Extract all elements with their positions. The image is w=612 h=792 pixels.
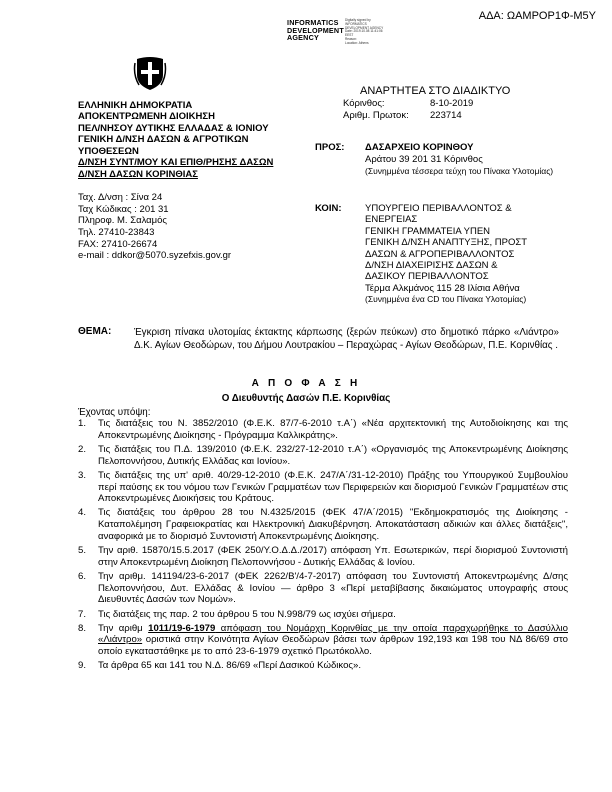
copies-line: ΔΑΣΩΝ & ΑΓΡΟΠΕΡΙΒΑΛΛΟΝΤΟΣ xyxy=(365,248,515,260)
item-number: 4. xyxy=(78,507,87,519)
item-text: Τις διατάξεις του Ν. 3852/2010 (Φ.Ε.Κ. 87/7-6-2010 τ.Α΄) «Νέα αρχιτεκτονική της Αυτοδιοίκησης και της Αποκεντρωμένης Διοίκησης - Πρόγραμμα Καλλικράτης». xyxy=(98,418,568,441)
item-text: Τις διατάξεις της υπ' αριθ. 40/29-12-2010 (Φ.Ε.Κ. 247/Α΄/31-12-2010) Πράξης του Υπουργικού Συμβουλίου περί παύσης εκ του νόμου των Γενικών Γραμματέων των Περιφερειών και διορισμού Γενικών Γραμματέων στις Αποκεντρωμένες Διοικήσεις του Κράτους. xyxy=(98,469,568,505)
item-text: Τις διατάξεις του άρθρου 28 του Ν.4325/2015 (ΦΕΚ 47/Α΄/2015) "Εκδημοκρατισμός της Διοίκησης - Καταπολέμηση Γραφειοκρατίας και Ηλεκτρονική Διακυβέρνηση. Αποκατάσταση αδικιών και άλλες διατάξεις", αναφορικά με το διορισμό Συντονιστή Αποκεντρωμένης Διοίκησης. xyxy=(98,507,568,542)
recipient-label: ΠΡΟΣ: xyxy=(315,142,345,153)
copies-line: ΓΕΝΙΚΗ Δ/ΝΣΗ ΑΝΑΠΤΥΞΗΣ, ΠΡΟΣΤ xyxy=(365,237,528,249)
sender-line-underlined: Δ/ΝΣΗ ΣΥΝΤ/ΜΟΥ ΚΑΙ ΕΠΙΘ/ΡΗΣΗΣ ΔΑΣΩΝ xyxy=(78,157,274,169)
contact-line: Πληροφ. Μ. Σαλαμός xyxy=(78,215,168,227)
subject-text: Έγκριση πίνακα υλοτομίας έκτακτης κάρπωσης (ξερών πεύκων) στο δημοτικό πάρκο «Λιάντρο» Δ.Κ. Αγίων Θεοδώρων, του Δήμου Λουτρακίου – Περαχώρας - Αγίων Θεοδώρων, Π.Ε. Κορινθίας . xyxy=(134,327,559,352)
signature-detail-line: INFORMATICS xyxy=(345,21,367,26)
contact-line: Τηλ. 27410-23843 xyxy=(78,227,155,239)
copies-line: ΓΕΝΙΚΗ ΓΡΑΜΜΑΤΕΙΑ ΥΠΕΝ xyxy=(365,225,491,237)
digital-signature-details xyxy=(345,19,383,45)
greek-coat-of-arms-icon xyxy=(133,55,167,91)
item-number: 7. xyxy=(78,608,87,620)
agency-line: INFORMATICS xyxy=(287,18,339,27)
document-meta xyxy=(343,98,473,122)
contact-email: e-mail : ddkor@5070.syzefxis.gov.gr xyxy=(78,250,232,262)
item-text: Τις διατάξεις της παρ. 2 του άρθρου 5 του Ν.998/79 ως ισχύει σήμερα. xyxy=(98,608,396,620)
considerations-list xyxy=(78,418,568,675)
list-item xyxy=(78,571,568,606)
decision-title: Α Π Ο Φ Α Σ Η xyxy=(251,378,361,389)
sender-line: ΑΠΟΚΕΝΤΡΩΜΕΝΗ ΔΙΟΙΚΗΣΗ xyxy=(78,111,215,123)
sender-line: ΓΕΝΙΚΗ Δ/ΝΣΗ ΔΑΣΩΝ & ΑΓΡΟΤΙΚΩΝ xyxy=(78,134,249,146)
posting-note: ΑΝΑΡΤΗΤΕΑ ΣΤΟ ΔΙΑΔΙΚΤΥΟ xyxy=(360,85,511,97)
agency-line: DEVELOPMENT xyxy=(287,25,344,35)
list-item xyxy=(78,623,568,658)
copies-note: (Συνημμένα ένα CD του Πίνακα Υλοτομίας) xyxy=(365,294,527,305)
item-number: 6. xyxy=(78,570,87,582)
sender-line: ΕΛΛΗΝΙΚΗ ΔΗΜΟΚΡΑΤΙΑ xyxy=(78,100,193,111)
sender-line-underlined: Δ/ΝΣΗ ΔΑΣΩΝ ΚΟΡΙΝΘΙΑΣ xyxy=(78,168,198,180)
copies-line: Τέρμα Αλκμάνος 115 28 Ιλίσια Αθήνα xyxy=(365,282,520,294)
copies-label: ΚΟΙΝ: xyxy=(315,203,342,214)
sender-line: ΠΕΛ/ΝΗΣΟΥ ΔΥΤΙΚΗΣ ΕΛΛΑΔΑΣ & ΙΟΝΙΟΥ xyxy=(78,122,269,134)
list-item xyxy=(78,444,568,467)
item-text-post: οριστικά στην Κοινότητα Αγίων Θεοδώρων βάσει των άρθρων 192,193 και 198 του ΝΔ 86/69 στο οποίο εγκαταστάθηκε με το από 23-6-1979 σχετικό Πρωτόκολλο. xyxy=(98,634,568,658)
recipient-note: (Συνημμένα τέσσερα τεύχη του Πίνακα Υλοτομίας) xyxy=(365,165,554,176)
signature-agency-name xyxy=(287,19,344,42)
copies-line: Δ/ΝΣΗ ΔΙΑΧΕΙΡΙΣΗΣ ΔΑΣΩΝ & xyxy=(365,259,498,271)
recipient-name: ΔΑΣΑΡΧΕΙΟ ΚΟΡΙΝΘΟΥ xyxy=(365,142,474,153)
item-text-pre: Την αριθμ xyxy=(98,622,149,634)
contact-line: Ταχ Κώδικας : 201 31 xyxy=(78,203,169,215)
list-item xyxy=(78,507,568,542)
ada-code: ΑΔΑ: ΩΑΜΡΟΡ1Φ-Μ5Υ xyxy=(478,10,596,22)
sender-line: ΥΠΟΘΕΣΕΩΝ xyxy=(78,145,139,157)
item-number: 9. xyxy=(78,660,87,672)
list-item xyxy=(78,470,568,505)
list-item xyxy=(78,660,568,672)
decision-number: 1011/19-6-1979 xyxy=(148,622,216,634)
item-number: 2. xyxy=(78,443,87,455)
signature-detail-line: Digitally signed by xyxy=(345,18,371,22)
copies-line: ΔΑΣΙΚΟΥ ΠΕΡΙΒΑΛΛΟΝΤΟΣ xyxy=(365,271,489,283)
contact-line: Ταχ. Δ/νση : Σίνα 24 xyxy=(78,192,163,203)
signature-detail-line: Date: 2019.10.08 11:41:06 xyxy=(345,29,383,34)
copies-line: ΥΠΟΥΡΓΕΙΟ ΠΕΡΙΒΑΛΛΟΝΤΟΣ & xyxy=(365,203,512,214)
signature-detail-line: EEST xyxy=(345,33,354,38)
item-text: Τα άρθρα 65 και 141 του Ν.Δ. 86/69 «Περί Δασικού Κώδικος». xyxy=(98,660,362,672)
item-text-underlined: απόφαση του Νομάρχη Κορινθίας με την οποία παραχωρήθηκε το Δασύλλιο «Λιάντρο» xyxy=(98,622,568,646)
considering-heading: Έχοντας υπόψη: xyxy=(78,407,151,418)
item-number: 5. xyxy=(78,545,87,557)
place-label: Κόρινθος: xyxy=(343,98,385,109)
list-item xyxy=(78,545,568,568)
sender-header xyxy=(78,100,323,180)
copies-line: ΕΝΕΡΓΕΙΑΣ xyxy=(365,214,418,226)
item-number: 3. xyxy=(78,469,87,481)
sender-contact xyxy=(78,192,231,262)
recipient-block xyxy=(365,142,565,176)
item-text: Τις διατάξεις του Π.Δ. 139/2010 (Φ.Ε.Κ. 232/27-12-2010 τ.Α΄) «Οργανισμός της Αποκεντρωμένης Διοίκησης Πελοποννήσου, Δυτικής Ελλάδας και Ιονίου». xyxy=(98,443,568,467)
protocol-value: 223714 xyxy=(430,109,462,121)
item-number: 8. xyxy=(78,622,87,634)
date-value: 8-10-2019 xyxy=(430,98,474,109)
protocol-label: Αριθμ. Πρωτοκ: xyxy=(343,109,409,121)
list-item xyxy=(78,609,568,621)
item-text: Την αριθ. 15870/15.5.2017 (ΦΕΚ 250/Υ.Ο.Δ.Δ./2017) απόφαση Υπ. Εσωτερικών, περί διορισμού Συντονιστή στην Αποκεντρωμένη Διοίκηση Πελοποννήσου - Δυτικής Ελλάδας & Ιονίου. xyxy=(98,545,568,568)
signature-detail-line: DEVELOPMENT AGENCY xyxy=(345,25,384,30)
agency-line: AGENCY xyxy=(287,33,319,43)
signature-detail-line: Reason: xyxy=(345,36,357,41)
item-text: Την αριθμ. 141194/23-6-2017 (ΦΕΚ 2262/Β'/4-7-2017) απόφαση του Συντονιστή Αποκεντρωμένης Δ/σης Πελοποννήσου, Δυτ. Ελλάδας & Ιονίου — άρθρο 3 «Περί μεταβίβασης δικαιώματος υπογραφής στους Διευθυντές Δασών των Νομών». xyxy=(98,570,568,606)
contact-line: FAX: 27410-26674 xyxy=(78,238,158,250)
copies-block xyxy=(365,203,565,304)
decision-subtitle: Ο Διευθυντής Δασών Π.Ε. Κορινθίας xyxy=(221,393,391,404)
list-item xyxy=(78,418,568,441)
signature-detail-line: Location: Athens xyxy=(345,40,369,45)
subject-label: ΘΕΜΑ: xyxy=(78,326,112,337)
item-number: 1. xyxy=(78,418,87,429)
recipient-address: Αράτου 39 201 31 Κόρινθος xyxy=(365,153,483,165)
